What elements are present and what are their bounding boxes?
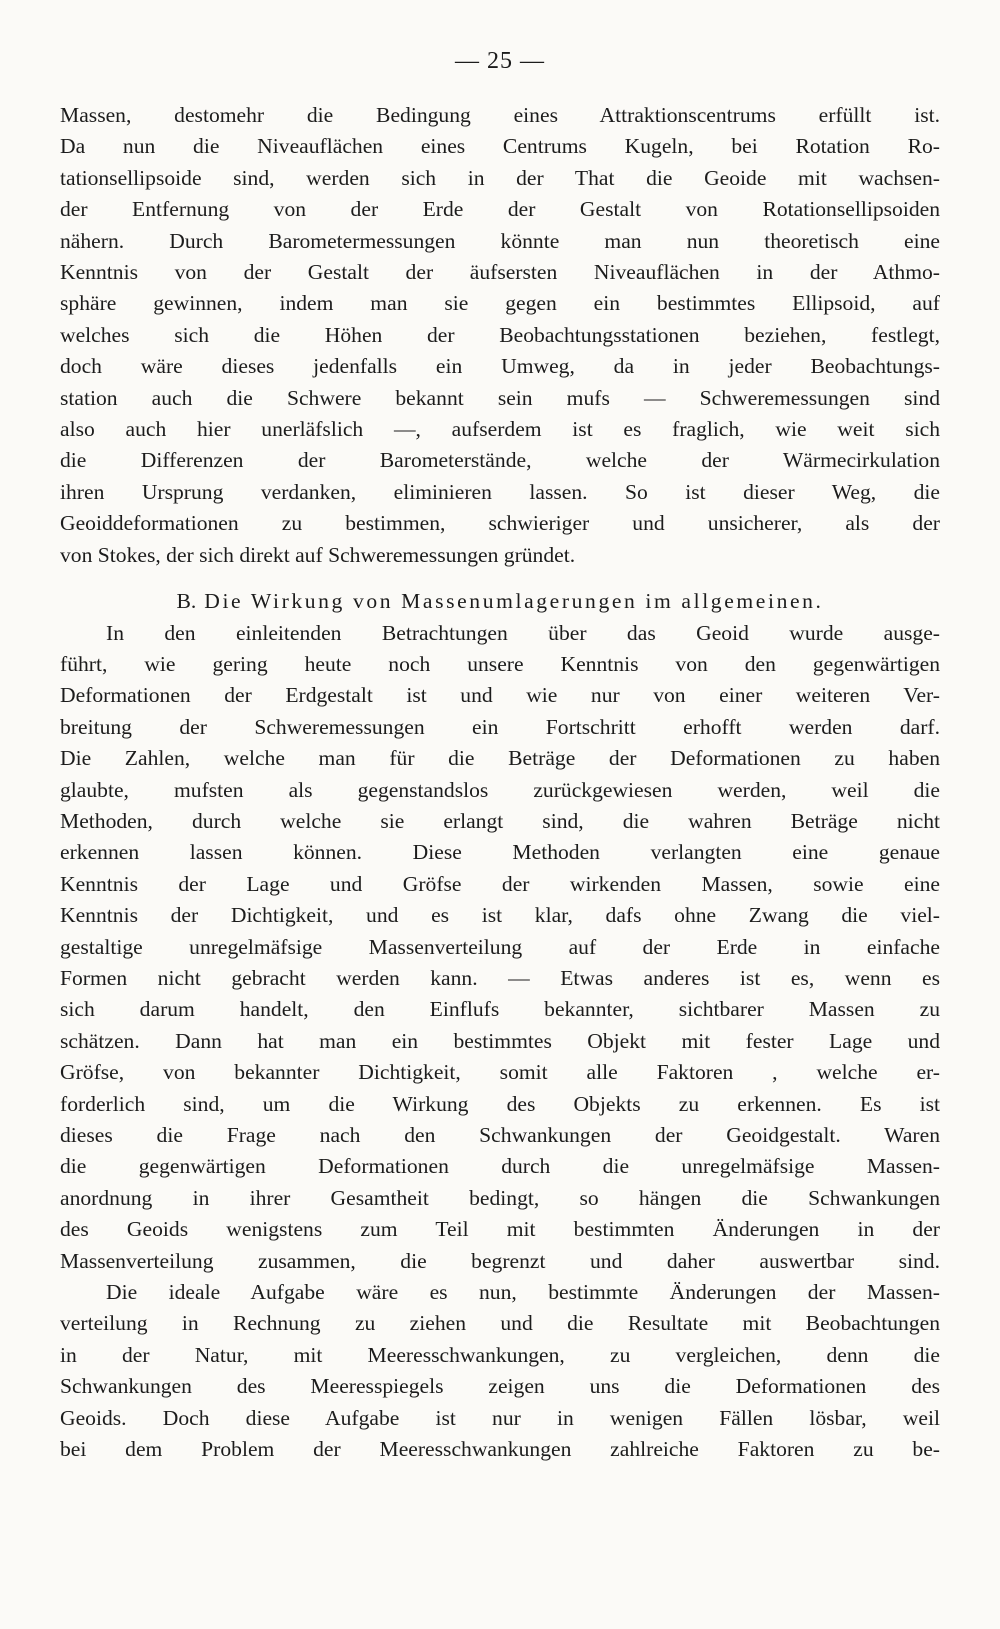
text-line: die Differenzen der Barometerstände, welche der Wärmecirkulation (60, 448, 940, 473)
text-line: Massen, destomehr die Bedingung eines Attraktionscentrums erfüllt ist. (60, 103, 940, 127)
text-line: des Geoids wenigstens zum Teil mit bestimmten Änderungen in der (60, 1217, 940, 1242)
text-line: doch wäre dieses jedenfalls ein Umweg, da in jeder Beobachtungs- (60, 354, 940, 379)
text-line: führt, wie gering heute noch unsere Kenntnis von den gegenwärtigen (60, 651, 940, 676)
section-heading-prefix: B. (176, 589, 197, 614)
text-line: Die ideale Aufgabe wäre es nun, bestimmte Änderungen der Massen- (106, 1280, 940, 1305)
text-line: sphäre gewinnen, indem man sie gegen ein bestimmtes Ellipsoid, auf (60, 291, 940, 316)
text-line: Kenntnis der Dichtigkeit, und es ist klar, dafs ohne Zwang die viel- (60, 903, 940, 928)
text-line: verteilung in Rechnung zu ziehen und die Resultate mit Beobachtungen (60, 1311, 940, 1336)
text-line: Geoids. Doch diese Aufgabe ist nur in wenigen Fällen lösbar, weil (60, 1405, 940, 1430)
text-line: bei dem Problem der Meeresschwankungen zahlreiche Faktoren zu be- (60, 1437, 940, 1462)
text-line: Da nun die Niveauflächen eines Centrums Kugeln, bei Rotation Ro- (60, 134, 940, 159)
paragraph (60, 618, 940, 1278)
paragraph (60, 1277, 940, 1465)
text-line: Kenntnis der Lage und Gröfse der wirkenden Massen, sowie eine (60, 871, 940, 896)
text-line: glaubte, mufsten als gegenstandslos zurückgewiesen werden, weil die (60, 777, 940, 802)
text-line: Formen nicht gebracht werden kann. — Etwas anderes ist es, wenn es (60, 965, 940, 990)
text-line: sich darum handelt, den Einflufs bekannter, sichtbarer Massen zu (60, 997, 940, 1022)
text-line: tationsellipsoide sind, werden sich in der That die Geoide mit wachsen- (60, 165, 940, 190)
text-line: die gegenwärtigen Deformationen durch die unregelmäfsige Massen- (60, 1154, 940, 1179)
text-line: In den einleitenden Betrachtungen über das Geoid wurde ausge- (106, 620, 940, 645)
text-line: schätzen. Dann hat man ein bestimmtes Objekt mit fester Lage und (60, 1028, 940, 1053)
section-heading (60, 586, 940, 617)
text-line: Geoiddeformationen zu bestimmen, schwieriger und unsicherer, als der (60, 511, 940, 536)
text-line: dieses die Frage nach den Schwankungen der Geoidgestalt. Waren (60, 1123, 940, 1147)
text-line: Deformationen der Erdgestalt ist und wie nur von einer weiteren Ver- (60, 683, 940, 708)
text-line: breitung der Schweremessungen ein Fortschritt erhofft werden darf. (60, 714, 940, 739)
paragraph (60, 100, 940, 571)
text-line: forderlich sind, um die Wirkung des Objekts zu erkennen. Es ist (60, 1091, 940, 1116)
text-line: Kenntnis von der Gestalt der äufsersten Niveauflächen in der Athmo- (60, 260, 940, 285)
text-line: Die Zahlen, welche man für die Beträge der Deformationen zu haben (60, 746, 940, 771)
text-line: Gröfse, von bekannter Dichtigkeit, somit alle Faktoren , welche er- (60, 1060, 940, 1085)
text-line: anordnung in ihrer Gesamtheit bedingt, so hängen die Schwankungen (60, 1185, 940, 1210)
text-line: also auch hier unerläfslich —, aufserdem ist es fraglich, wie weit sich (60, 417, 940, 442)
text-line: Methoden, durch welche sie erlangt sind, die wahren Beträge nicht (60, 808, 940, 833)
text-line: in der Natur, mit Meeresschwankungen, zu vergleichen, denn die (60, 1342, 940, 1367)
text-line: Schwankungen des Meeresspiegels zeigen uns die Deformationen des (60, 1374, 940, 1399)
section-heading-title: Die Wirkung von Massenumlagerungen im allgemeinen. (204, 589, 824, 614)
text-line: station auch die Schwere bekannt sein mufs — Schweremessungen sind (60, 385, 940, 410)
text-line: Massenverteilung zusammen, die begrenzt und daher auswertbar sind. (60, 1248, 940, 1273)
text-line: der Entfernung von der Erde der Gestalt von Rotationsellipsoiden (60, 197, 940, 222)
text-line: von Stokes, der sich direkt auf Schweremessungen gründet. (60, 542, 576, 567)
text-line: nähern. Durch Barometermessungen könnte man nun theoretisch eine (60, 228, 940, 253)
text-line: erkennen lassen können. Diese Methoden verlangten eine genaue (60, 840, 940, 865)
text-line: gestaltige unregelmäfsige Massenverteilung auf der Erde in einfache (60, 934, 940, 959)
body-text (60, 100, 940, 1465)
page-number: — 25 — (455, 48, 545, 74)
text-line: welches sich die Höhen der Beobachtungsstationen beziehen, festlegt, (60, 322, 940, 347)
text-line: ihren Ursprung verdanken, eliminieren lassen. So ist dieser Weg, die (60, 479, 940, 504)
